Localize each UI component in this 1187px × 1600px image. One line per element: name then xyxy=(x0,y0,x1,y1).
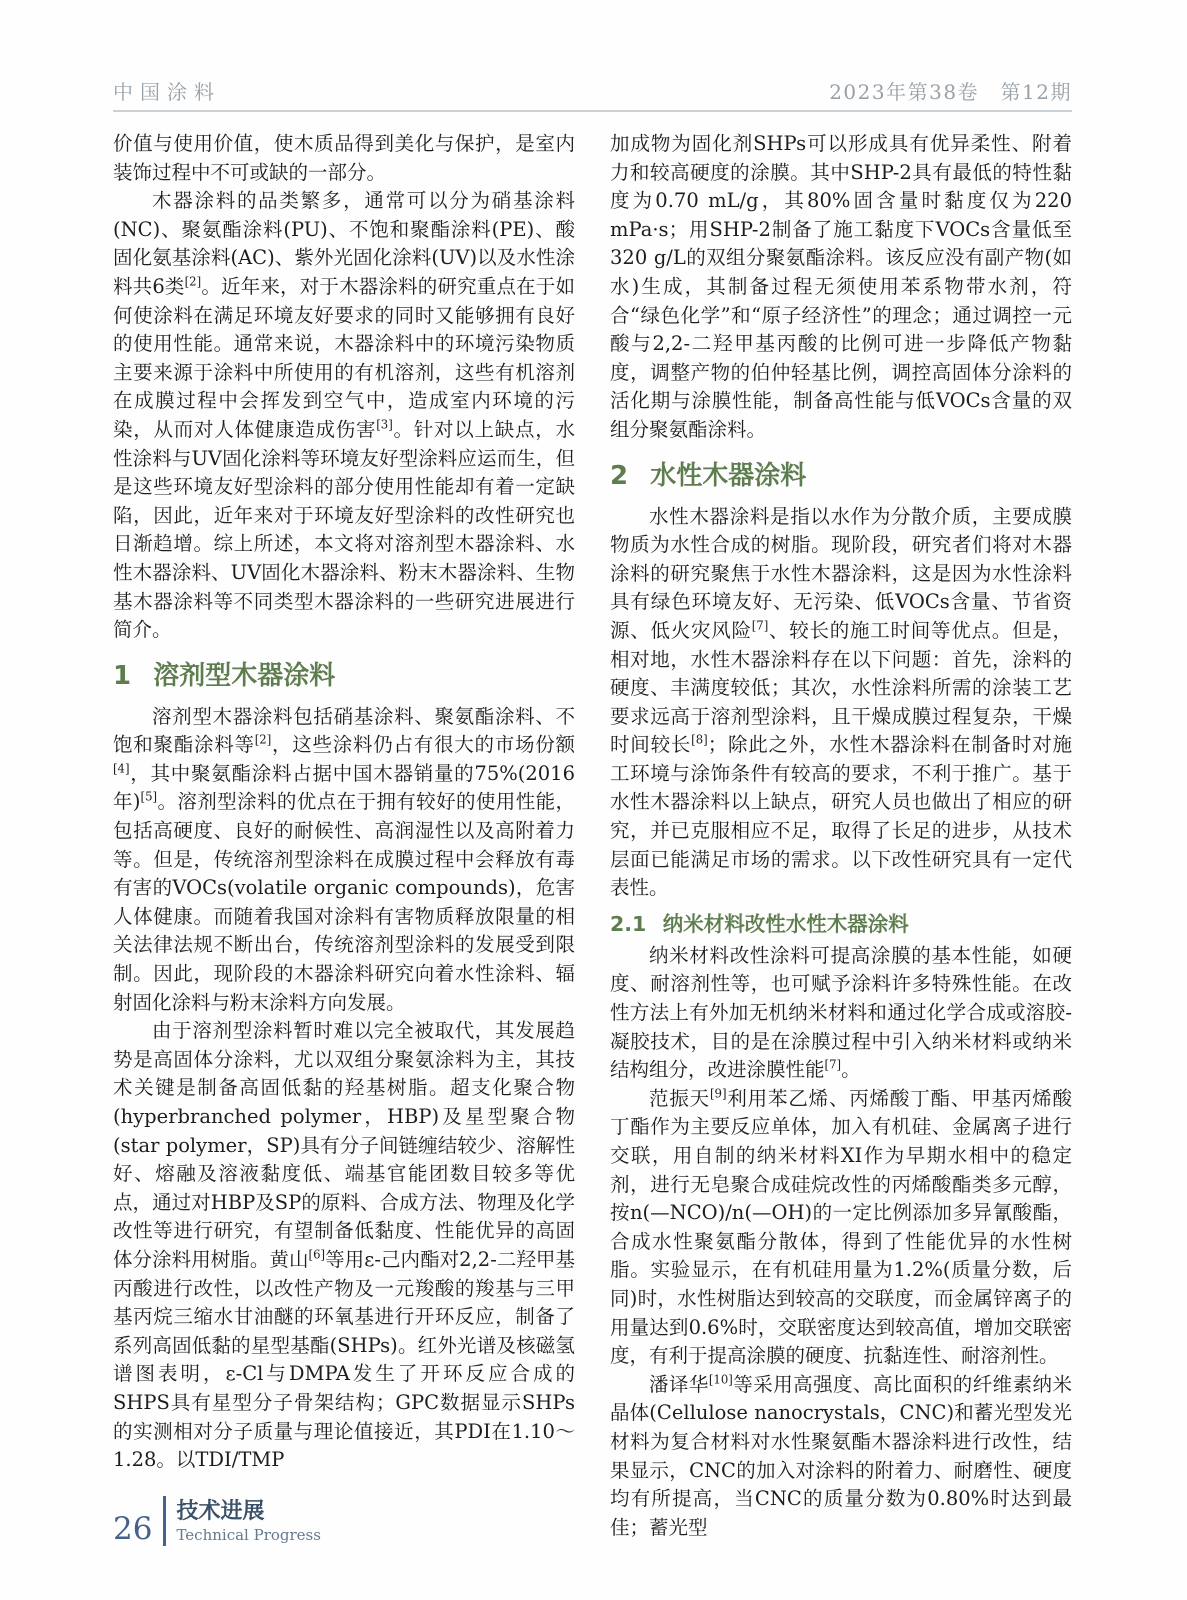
left-column xyxy=(113,130,575,1542)
right-column xyxy=(610,130,1072,1542)
subsection-title: 纳米材料改性水性木器涂料 xyxy=(662,911,909,936)
paragraph: 木器涂料的品类繁多，通常可以分为硝基涂料(NC)、聚氨酯涂料(PU)、不饱和聚酯涂料(PE)、酸固化氨基涂料(AC)、紫外光固化涂料(UV)以及水性涂料共6类[2]。近年来，对于木器涂料的研究重点在于如何使涂料在满足环境友好要求的同时又能够拥有良好的使用性能。通常来说，木器涂料中的环境污染物质主要来源于涂料中所使用的有机溶剂，这些有机溶剂在成膜过程中会挥发到空气中，造成室内环境的污染，从而对人体健康造成伤害[3]。针对以上缺点，水性涂料与UV固化涂料等环境友好型涂料应运而生，但是这些环境友好型涂料的部分使用性能却有着一定缺陷，因此，近年来对于环境友好型涂料的改性研究也日渐趋增。综上所述，本文将对溶剂型木器涂料、水性木器涂料、UV固化木器涂料、粉末木器涂料、生物基木器涂料等不同类型木器涂料的一些研究进展进行简介。 xyxy=(113,189,575,642)
subsection-number: 2.1 xyxy=(610,911,647,936)
paragraph: 潘译华[10]等采用高强度、高比面积的纤维素纳米晶体(Cellulose nanocrystals，CNC)和蓄光型发光材料为复合材料对水性聚氨酯木器涂料进行改性，结果显示，CNC的加入对涂料的附着力、耐磨性、硬度均有所提高，当CNC的质量分数为0.80%时达到最佳；蓄光型 xyxy=(610,1372,1072,1539)
paragraph: 水性木器涂料是指以水作为分散介质，主要成膜物质为水性合成的树脂。现阶段，研究者们将对木器涂料的研究聚焦于水性木器涂料，这是因为水性涂料具有绿色环境友好、无污染、低VOCs含量、节省资源、低火灾风险[7]、较长的施工时间等优点。但是，相对地，水性木器涂料存在以下问题：首先，涂料的硬度、丰满度较低；其次，水性涂料所需的涂装工艺要求远高于溶剂型涂料，且干燥成膜过程复杂，干燥时间较长[8]；除此之外，水性木器涂料在制备时对施工环境与涂饰条件有较高的要求，不利于推广。基于水性木器涂料以上缺点，研究人员也做出了相应的研究，并已克服相应不足，取得了长足的进步，从技术层面已能满足市场的需求。以下改性研究具有一定代表性。 xyxy=(610,504,1072,900)
content-columns xyxy=(113,130,1072,1542)
footer-section-cn: 技术进展 xyxy=(176,1498,265,1524)
page-header xyxy=(113,76,1072,105)
subsection-2-1-heading xyxy=(610,911,1072,937)
paragraph: 由于溶剂型涂料暂时难以完全被取代，其发展趋势是高固体分涂料，尤以双组分聚氨涂料为主，其技术关键是制备高固低黏的羟基树脂。超支化聚合物(hyperbranched polymer，HBP)及星型聚合物(star polymer，SP)具有分子间链缠结较少、溶解性好、熔融及溶液黏度低、端基官能团数目较多等优点，通过对HBP及SP的原料、合成方法、物理及化学改性等进行研究，有望制备低黏度、性能优异的高固体分涂料用树脂。黄山[6]等用ε-己内酯对2,2-二羟甲基丙酸进行改性，以改性产物及一元羧酸的羧基与三甲基丙烷三缩水甘油醚的环氧基进行开环反应，制备了系列高固低黏的星型基酯(SHPs)。红外光谱及核磁氢谱图表明，ε-Cl与DMPA发生了开环反应合成的SHPS具有星型分子骨架结构；GPC数据显示SHPs的实测相对分子质量与理论值接近，其PDI在1.10～1.28。以TDI/TMP xyxy=(113,1019,575,1472)
paragraph: 范振天[9]利用苯乙烯、丙烯酸丁酯、甲基丙烯酸丁酯作为主要反应单体，加入有机硅、金属离子进行交联，用自制的纳米材料XI作为早期水相中的稳定剂，进行无皂聚合成硅烷改性的丙烯酸酯类多元醇，按n(—NCO)/n(—OH)的一定比例添加多异氰酸酯，合成水性聚氨酯分散体，得到了性能优异的水性树脂。实验显示，在有机硅用量为1.2%(质量分数，后同)时，水性树脂达到较高的交联度，而金属锌离子的用量达到0.6%时，交联密度达到较高值，增加交联密度，有利于提高涂膜的硬度、抗黏连性、耐溶剂性。 xyxy=(610,1086,1072,1368)
section-number: 1 xyxy=(113,660,132,691)
issue-info: 2023年第38卷 第12期 xyxy=(829,80,1072,104)
section-number: 2 xyxy=(610,460,629,491)
footer-section-labels xyxy=(176,1498,321,1545)
paragraph: 纳米材料改性涂料可提高涂膜的基本性能，如硬度、耐溶剂性等，也可赋予涂料许多特殊性能。在改性方法上有外加无机纳米材料和通过化学合成或溶胶-凝胶技术，目的是在涂膜过程中引入纳米材料或纳米结构组分，改进涂膜性能[7]。 xyxy=(610,943,1072,1082)
paragraph: 溶剂型木器涂料包括硝基涂料、聚氨酯涂料、不饱和聚酯涂料等[2]，这些涂料仍占有很大的市场份额[4]，其中聚氨酯涂料占据中国木器销量的75%(2016年)[5]。溶剂型涂料的优点在于拥有较好的使用性能，包括高硬度、良好的耐候性、高润湿性以及高附着力等。但是，传统溶剂型涂料在成膜过程中会释放有毒有害的VOCs(volatile organic compounds)，危害人体健康。而随着我国对涂料有害物质释放限量的相关法律法规不断出台，传统溶剂型涂料的发展受到限制。因此，现阶段的木器涂料研究向着水性涂料、辐射固化涂料与粉末涂料方向发展。 xyxy=(113,704,575,1014)
header-rule xyxy=(113,110,1072,112)
footer-divider xyxy=(163,1496,166,1546)
journal-title: 中国涂料 xyxy=(113,80,221,104)
page-number: 26 xyxy=(113,1511,153,1547)
page-footer xyxy=(113,1496,321,1546)
paragraph: 加成物为固化剂SHPs可以形成具有优异柔性、附着力和较高硬度的涂膜。其中SHP-2具有最低的特性黏度为0.70 mL/g，其80%固含量时黏度仅为220 mPa·s；用SHP-2制备了施工黏度下VOCs含量低至320 g/L的双组分聚氨酯涂料。该反应没有副产物(如水)生成，其制备过程无须使用苯系物带水剂，符合“绿色化学”和“原子经济性”的理念；通过调控一元酸与2,2-二羟甲基丙酸的比例可进一步降低产物黏度，调整产物的伯仲轻基比例，调控高固体分涂料的活化期与涂膜性能，制备高性能与低VOCs含量的双组分聚氨酯涂料。 xyxy=(610,132,1072,441)
footer-section-en: Technical Progress xyxy=(176,1525,321,1544)
paragraph: 价值与使用价值，使木质品得到美化与保护，是室内装饰过程中不可或缺的一部分。 xyxy=(113,132,575,184)
section-2-heading xyxy=(610,461,1072,491)
section-title: 水性木器涂料 xyxy=(650,460,807,491)
section-title: 溶剂型木器涂料 xyxy=(153,660,336,691)
section-1-heading xyxy=(113,661,575,691)
